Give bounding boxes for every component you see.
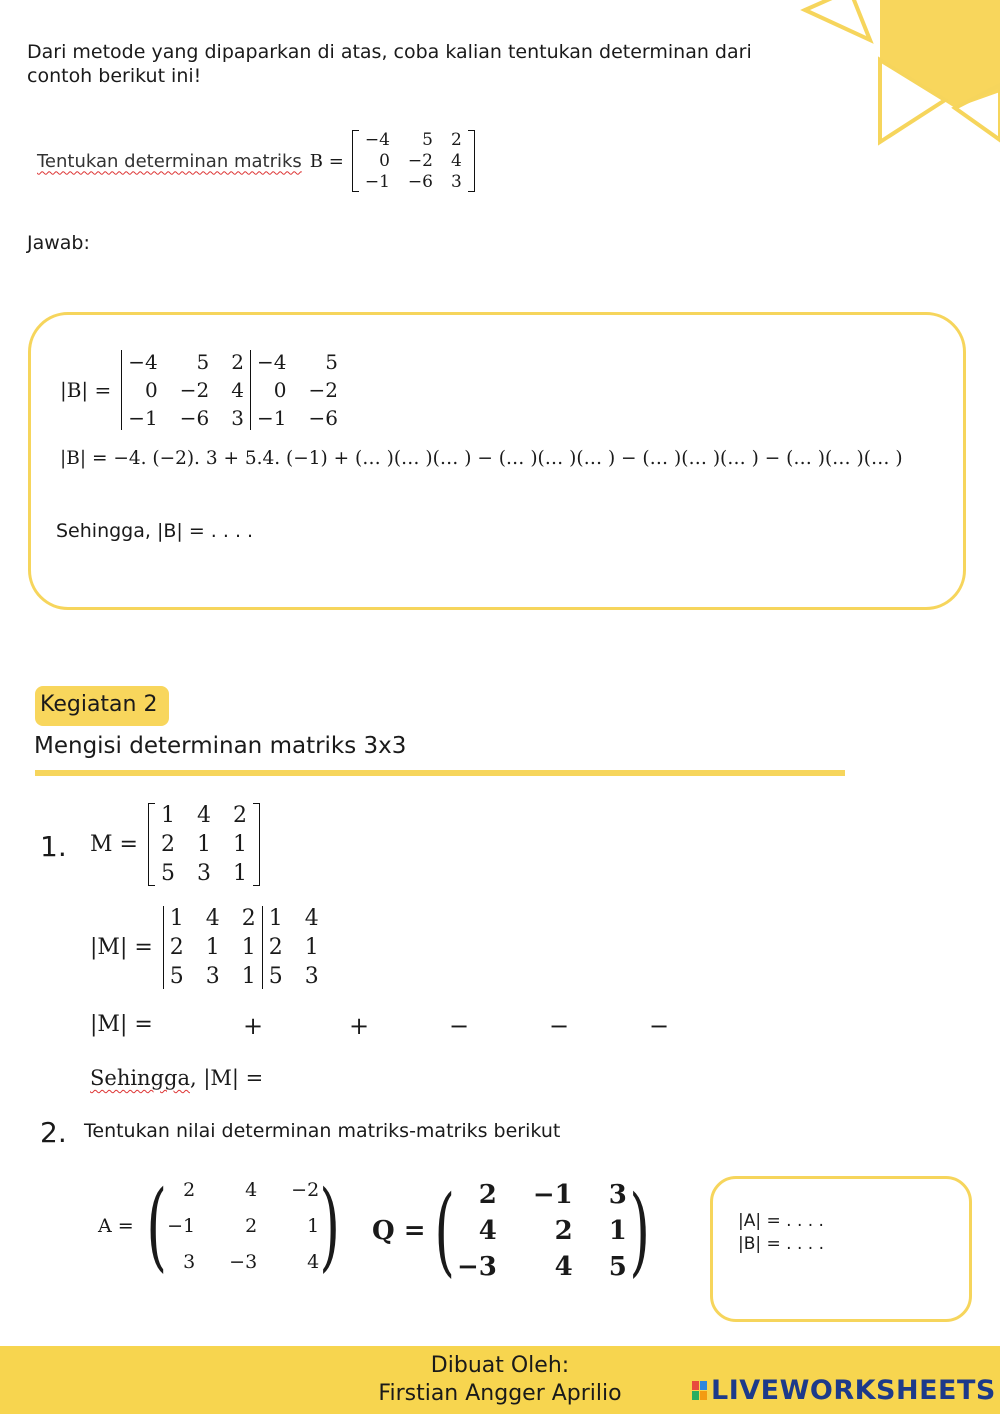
operator-minus-1: − xyxy=(449,1012,470,1040)
liveworksheets-logo-icon xyxy=(692,1381,708,1401)
operator-minus-3: − xyxy=(649,1012,670,1040)
intro-text: Dari metode yang dipaparkan di atas, coba kalian tentukan determinan dari contoh berikut ini! xyxy=(27,41,752,87)
det-b-matrix: −4 5 2 0 −2 4 −1 −6 3 −4 5 0 −2 −1 −6 xyxy=(121,350,344,430)
det-m-expansion-lhs: |M| = xyxy=(90,1012,153,1037)
det-b-expansion: |B| = −4. (−2). 3 + 5.4. (−1) + (… )(… )(… ) − (… )(… )(… ) − (… )(… )(… ) − (… )(… )(… ) xyxy=(60,448,903,469)
example-problem: Tentukan determinan matriks B = −4 5 2 0 −2 4 −1 −6 3 xyxy=(37,130,475,192)
matrix-m: 1 4 2 2 1 1 5 3 1 xyxy=(148,803,260,886)
problem2-answers xyxy=(738,1210,824,1256)
decorative-triangles xyxy=(790,0,1000,150)
operator-minus-2: − xyxy=(549,1012,570,1040)
matrix-q-def: Q = ( 2 −1 3 4 2 1 −3 4 5 ) xyxy=(372,1175,650,1287)
det-m-result: Sehingga, |M| = xyxy=(90,1066,264,1090)
det-m-matrix: 1 4 2 2 1 1 5 3 1 1 4 2 1 5 3 xyxy=(163,906,325,989)
activity-title: Mengisi determinan matriks 3x3 xyxy=(34,733,407,759)
matrix-b: −4 5 2 0 −2 4 −1 −6 3 xyxy=(352,130,475,192)
operator-plus-2: + xyxy=(349,1012,370,1040)
footer-author: Dibuat Oleh: Firstian Angger Aprilio xyxy=(378,1353,622,1406)
example-label: Tentukan determinan matriks xyxy=(37,150,302,172)
problem1-number: 1. xyxy=(40,830,67,863)
matrix-q: 2 −1 3 4 2 1 −3 4 5 xyxy=(456,1180,627,1282)
problem2-text: Tentukan nilai determinan matriks-matriks berikut xyxy=(84,1120,561,1142)
problem2-number: 2. xyxy=(40,1116,67,1149)
matrix-a-def: A = ( 2 4 −2 −1 2 1 3 −3 4 ) xyxy=(98,1170,341,1282)
answer-b: |B| = . . . . xyxy=(738,1234,824,1254)
matrix-m-def: M = 1 4 2 2 1 1 5 3 1 xyxy=(90,803,260,886)
det-b-layout: |B| = −4 5 2 0 −2 4 −1 −6 3 −4 5 0 −2 −1 −6 xyxy=(60,350,344,430)
answer-a: |A| = . . . . xyxy=(738,1211,824,1231)
answer-label: Jawab: xyxy=(27,232,90,254)
footer-logo: LIVEWORKSHEETS xyxy=(692,1375,996,1406)
det-m-layout: |M| = 1 4 2 2 1 1 5 3 1 1 4 2 1 5 3 xyxy=(90,906,325,989)
operator-plus-1: + xyxy=(243,1012,264,1040)
activity-badge: Kegiatan 2 xyxy=(35,686,169,726)
matrix-a: 2 4 −2 −1 2 1 3 −3 4 xyxy=(167,1179,320,1273)
det-b-result: Sehingga, |B| = . . . . xyxy=(56,520,254,542)
activity-divider xyxy=(35,770,845,776)
